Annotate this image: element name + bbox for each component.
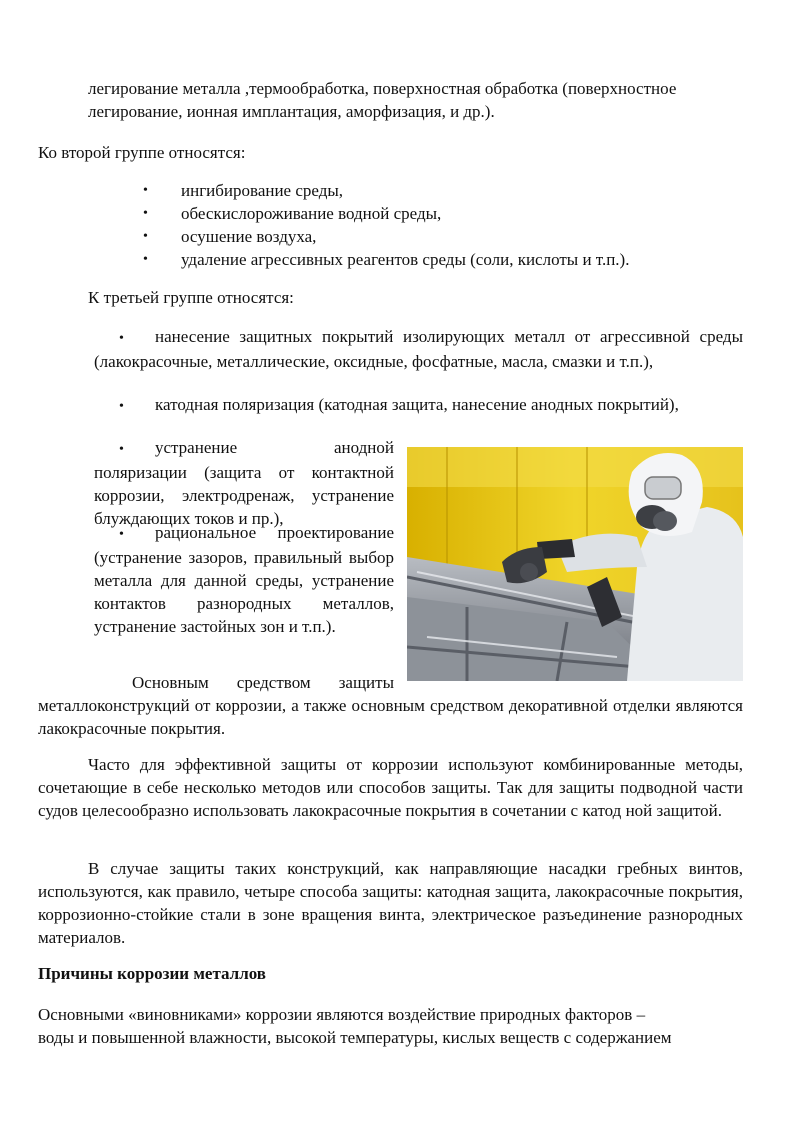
list-item-text: обескислороживание водной среды, bbox=[181, 204, 442, 223]
intro-line-1: легирование металла ,термообработка, поверхностная обработка (поверхностное bbox=[88, 79, 677, 98]
intro-line-2: легирование, ионная имплантация, аморфизация, и др.). bbox=[88, 102, 495, 121]
bullet-icon: • bbox=[143, 252, 148, 267]
list-item-text: нанесение защитных покрытий изолирующих металл от агрессивной среды (лакокрасочные, металлические, оксидные, фосфатные, масла, смазки и т.п.), bbox=[94, 327, 743, 371]
section-line-2: воды и повышенной влажности, высокой температуры, кислых веществ с содержанием bbox=[38, 1028, 672, 1047]
list-item bbox=[120, 225, 760, 248]
spray-painting-image bbox=[407, 447, 743, 681]
list-item bbox=[120, 248, 760, 271]
group2-heading: Ко второй группе относятся: bbox=[38, 143, 246, 162]
list-item bbox=[120, 202, 760, 225]
worker-photo bbox=[407, 447, 743, 681]
p1-rest: металлоконструкций от коррозии, а также основным средством декоративной отделки являются лакокрасочные покрытия. bbox=[38, 696, 743, 738]
bullet-icon: • bbox=[143, 183, 148, 198]
list-item bbox=[120, 179, 760, 202]
group2-list bbox=[120, 179, 760, 271]
list-item: • нанесение защитных покрытий изолирующих металл от агрессивной среды (лакокрасочные, металлические, оксидные, фосфатные, масла, смазки и т.п.), bbox=[94, 327, 743, 371]
list-item: • устранение анодной поляризации (защита от контактной коррозии, электродренаж, устранение блуждающих токов и пр.), bbox=[94, 438, 394, 528]
list-item-text: удаление агрессивных реагентов среды (соли, кислоты и т.п.). bbox=[181, 250, 630, 269]
list-item-text: катодная поляризация (катодная защита, нанесение анодных покрытий), bbox=[155, 395, 679, 414]
list-item-text: ингибирование среды, bbox=[181, 181, 344, 200]
paragraph-2: Часто для эффективной защиты от коррозии используют комбинированные методы, сочетающие в себе несколько методов или способов защиты. Так для защиты подводной части судов целесообразно использовать лакокрасочные покрытия в сочетании с катод ной защитой. bbox=[38, 755, 743, 820]
group3-heading: К третьей группе относятся: bbox=[88, 288, 294, 307]
bullet-icon: • bbox=[143, 206, 148, 221]
list-item: • рациональное проектирование (устранение зазоров, правильный выбор металла для данной среды, устранение контактов разнородных металлов, устранение застойных зон и т.п.). bbox=[94, 523, 394, 636]
section-line-1: Основными «виновниками» коррозии являются воздействие природных факторов – bbox=[38, 1005, 646, 1024]
paragraph-3: В случае защиты таких конструкций, как направляющие насадки гребных винтов, используются, как правило, четыре способа защиты: катодная защита, лакокрасочные покрытия, коррозионно-стойкие стали в зоне вращения винта, электрическое разъединение разнородных материалов. bbox=[38, 859, 743, 947]
list-item-text: осушение воздуха, bbox=[181, 227, 317, 246]
list-item-text: устранение анодной поляризации (защита от контактной коррозии, электродренаж, устранение блуждающих токов и пр.), bbox=[94, 438, 394, 528]
p1-start: Основным средством защиты bbox=[132, 673, 394, 692]
list-item: • катодная поляризация (катодная защита, нанесение анодных покрытий), bbox=[119, 395, 679, 414]
list-item-text: рациональное проектирование (устранение зазоров, правильный выбор металла для данной среды, устранение контактов разнородных металлов, устранение застойных зон и т.п.). bbox=[94, 523, 394, 636]
bullet-icon: • bbox=[143, 229, 148, 244]
section-title: Причины коррозии металлов bbox=[38, 964, 266, 983]
